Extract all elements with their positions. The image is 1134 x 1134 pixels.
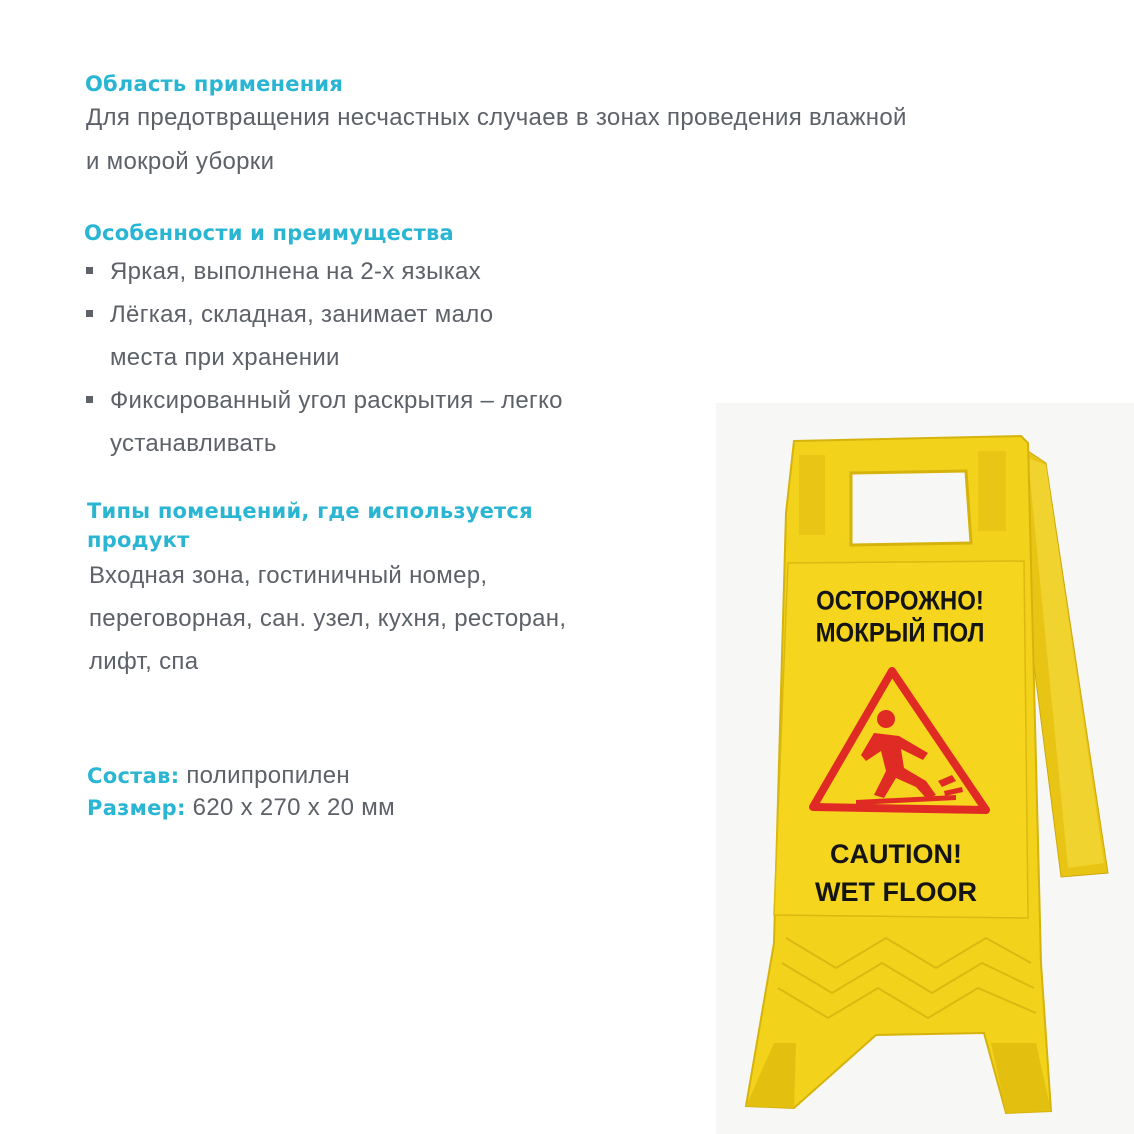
feature-text: Яркая, выполнена на 2-х языках xyxy=(110,258,481,285)
wet-floor-sign-illustration xyxy=(716,403,1134,1134)
rooms-line-2: переговорная, сан. узел, кухня, ресторан, xyxy=(89,605,567,632)
feature-text: Фиксированный угол раскрытия – легко устанавливать xyxy=(110,387,563,457)
rooms-text xyxy=(89,554,566,683)
size-spec xyxy=(87,792,395,824)
sign-en-line-2: WET FLOOR xyxy=(815,877,977,907)
application-heading: Область применения xyxy=(85,72,343,96)
rooms-line-3: лифт, спа xyxy=(89,648,199,675)
material-label: Состав: xyxy=(87,764,180,788)
bullet-square-icon xyxy=(86,310,93,317)
list-item xyxy=(85,379,685,465)
size-value: 620 х 270 х 20 мм xyxy=(192,794,395,821)
rooms-heading-line-1: Типы помещений, где используется xyxy=(87,499,533,523)
sign-left-rib xyxy=(799,455,825,535)
sign-ru-line-1: ОСТОРОЖНО! xyxy=(816,586,984,616)
material-value: полипропилен xyxy=(186,762,350,789)
sign-en-line-1: CAUTION! xyxy=(830,839,962,869)
feature-text: Лёгкая, складная, занимает мало места при хранении xyxy=(110,301,494,371)
rooms-line-1: Входная зона, гостиничный номер, xyxy=(89,562,488,589)
bullet-square-icon xyxy=(86,267,93,274)
sign-handle-hole xyxy=(851,471,971,545)
rooms-heading xyxy=(87,497,533,555)
sign-ru-line-2: МОКРЫЙ ПОЛ xyxy=(815,618,985,648)
size-label: Размер: xyxy=(87,796,186,820)
product-photo xyxy=(716,403,1134,1134)
application-line-2: и мокрой уборки xyxy=(86,148,275,175)
list-item xyxy=(85,293,685,379)
bullet-square-icon xyxy=(86,396,93,403)
material-spec xyxy=(87,760,350,792)
features-heading: Особенности и преимущества xyxy=(84,221,454,245)
sign-right-rib xyxy=(978,451,1006,531)
application-line-1: Для предотвращения несчастных случаев в зонах проведения влажной xyxy=(86,104,907,131)
application-text xyxy=(86,96,907,184)
list-item xyxy=(85,250,685,293)
rooms-heading-line-2: продукт xyxy=(87,528,190,552)
features-list xyxy=(85,250,685,465)
